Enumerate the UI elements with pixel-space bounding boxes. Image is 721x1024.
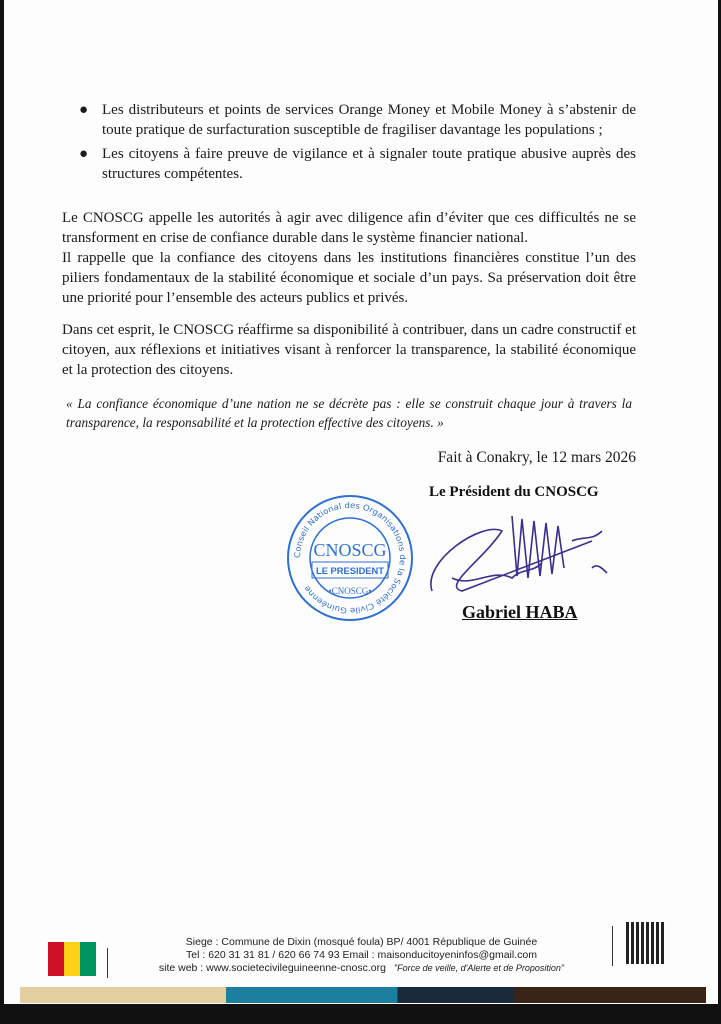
divider	[107, 948, 108, 978]
footer-contact: Tel : 620 31 31 81 / 620 66 74 93 Email : maisonducitoyeninfos@gmail.com	[186, 949, 537, 961]
footer-motto: "Force de veille, d'Alerte et de Proposition"	[393, 963, 565, 973]
paragraph: Le CNOSCG appelle les autorités à agir avec diligence afin d’éviter que ces difficultés ne se transforment en crise de confiance durable dans le système financier national.	[62, 210, 636, 246]
svg-text:•CNOSCG•: •CNOSCG•	[328, 586, 372, 596]
guinea-flag	[48, 942, 96, 976]
footer-line3	[114, 962, 609, 975]
list-item	[62, 144, 636, 184]
divider	[612, 926, 613, 966]
paragraph: Dans cet esprit, le CNOSCG réaffirme sa disponibilité à contribuer, dans un cadre constructif et citoyen, aux réflexions et initiatives visant à renforcer la transparence, la stabilité économique et la protection des citoyens.	[62, 322, 636, 378]
footer-address: Siege : Commune de Dixin (mosqué foula) BP/ 4001 République de Guinée	[185, 936, 538, 948]
svg-text:Conseil National des Organisat: Conseil National des Organisations de la Société Civile Guinéenne	[292, 500, 408, 616]
official-stamp	[286, 494, 414, 622]
footer-website: site web : www.societecivileguineenne-cnosc.org	[158, 962, 386, 974]
handwritten-signature	[422, 506, 622, 602]
signature-block	[62, 482, 636, 632]
svg-text:CNOSCG: CNOSCG	[313, 540, 387, 560]
bullet-text: Les citoyens à faire preuve de vigilance et à signaler toute pratique abusive auprès des structures compétentes.	[102, 146, 636, 182]
place-date: Fait à Conakry, le 12 mars 2026	[437, 449, 636, 466]
document-page	[4, 0, 718, 1004]
signatory-name: Gabriel HABA	[462, 602, 578, 622]
svg-text:LE PRESIDENT: LE PRESIDENT	[316, 566, 385, 577]
qr-code-icon	[626, 922, 666, 964]
bullet-icon: ●	[79, 146, 89, 162]
signatory-title: Le Président du CNOSCG	[429, 484, 599, 500]
bullet-icon: ●	[79, 102, 89, 118]
footer	[114, 936, 609, 975]
quote: « La confiance économique d’une nation ne se décrète pas : elle se construit chaque jour à travers la transparence, la responsabilité et la protection effective des citoyens. »	[66, 396, 632, 430]
letter-body	[62, 100, 636, 632]
list-item	[62, 100, 636, 140]
bullet-text: Les distributeurs et points de services Orange Money et Mobile Money à s’abstenir de toute pratique de surfacturation susceptible de fragiliser davantage les populations ;	[102, 102, 636, 138]
paragraph: Il rappelle que la confiance des citoyens dans les institutions financières constitue l’un des piliers fondamentaux de la stabilité économique et sociale d’un pays. Sa préservation doit être une priorité pour l’ensemble des acteurs publics et privés.	[62, 250, 636, 306]
decorative-band	[20, 987, 706, 1003]
